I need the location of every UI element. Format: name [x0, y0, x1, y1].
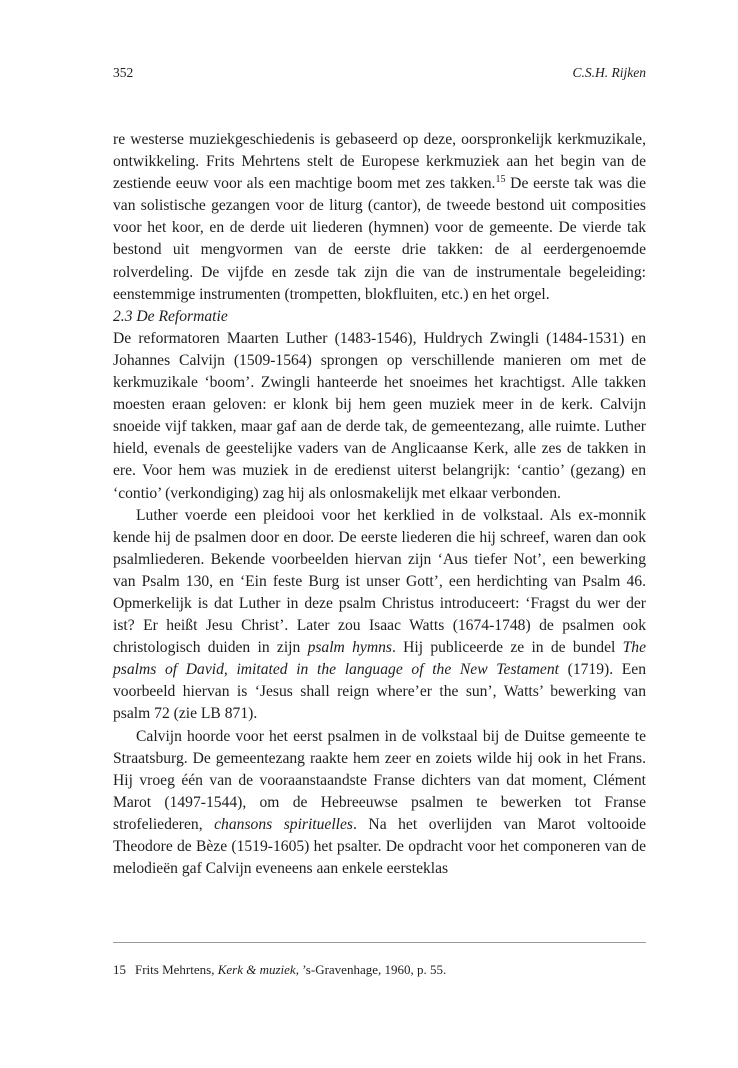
page-number: 352	[113, 65, 134, 80]
paragraph-1-text-a: re westerse muziekgeschiedenis is gebaseerd op deze, oorspronkelijk kerkmuzikale, ontwikkeling. Frits Mehrtens stelt de Europese kerkmuziek aan het begin van de zestiende eeuw voor als een machtige boom met zes takken.	[113, 131, 646, 193]
running-head-author: C.S.H. Rijken	[572, 65, 646, 80]
paragraph-3-text-a: Luther voerde een pleidooi voor het kerklied in de volkstaal. Als ex-monnik kende hij de psalmen door en door. De eerste liederen die hij schreef, waren dan ook psalmliederen. Bekende voorbeelden hiervan zijn ‘Aus tiefer Not’, een bewerking van Psalm 130, en ‘Ein feste Burg ist unser Gott’, een herdichting van Psalm 46. Opmerkelijk is dat Luther in deze psalm Christus introduceert: ‘Fragst du wer der ist? Er heißt Jesu Christ’. Later zou Isaac Watts (1674-1748) de psalmen ook christologisch duiden in zijn	[113, 506, 646, 657]
paragraph-3	[113, 505, 646, 726]
footnote	[113, 961, 646, 979]
paragraph-3-text-c: (1719). Een voorbeeld hiervan is ‘Jesus shall reign where’er the sun’, Watts’ bewerking van psalm 72 (zie LB 871).	[113, 661, 647, 723]
paragraph-3-emphasis-1: psalm hymns	[307, 639, 392, 657]
paragraph-4	[113, 726, 646, 881]
footnote-title: Kerk & muziek	[217, 962, 296, 977]
footnote-number: 15	[113, 962, 126, 977]
section-heading: 2.3 De Reformatie	[113, 307, 228, 325]
paragraph-1	[113, 129, 646, 306]
paragraph-1-text-b: De eerste tak was die van solistische gezangen voor de liturg (cantor), de tweede bestond uit composities voor het koor, en de derde uit liederen (hymnen) voor de gemeente. De vierde tak bestond uit mengvormen van de eerste drie takken: de al eerdergenoemde rolverdeling. De vijfde en zesde tak zijn die van de instrumentale begeleiding: eenstemmige instrumenten (trompetten, blokfluiten, etc.) en het orgel.	[113, 175, 646, 303]
paragraph-3-text-b: . Hij publiceerde ze in de bundel	[391, 639, 623, 657]
footnote-text-b: , ’s-Gravenhage, 1960, p. 55.	[295, 962, 447, 977]
footnote-text-a: Frits Mehrtens,	[135, 962, 218, 977]
footnote-reference[interactable]: 15	[495, 174, 506, 186]
body-text	[113, 129, 646, 880]
footnote-divider	[113, 942, 646, 943]
paragraph-3-emphasis-2: The psalms of David, imitated in the language of the New Testament	[113, 639, 646, 679]
paragraph-4-text-a: Calvijn hoorde voor het eerst psalmen in de volkstaal bij de Duitse gemeente te Straatsburg. De gemeentezang raakte hem zeer en zoiets wilde hij ook in het Frans. Hij vroeg één van de vooraanstaandste Franse dichters van dat moment, Clément Marot (1497-1544), om de Hebreeuwse psalmen te bewerken tot Franse strofeliederen,	[113, 727, 646, 833]
paragraph-2: De reformatoren Maarten Luther (1483-1546), Huldrych Zwingli (1484-1531) en Johannes Calvijn (1509-1564) sprongen op verschillende manieren om met de kerkmuzikale ‘boom’. Zwingli hanteerde het snoeimes het krachtigst. Alle takken moesten eraan geloven: er klonk bij hem geen muziek meer in de kerk. Calvijn snoeide vijf takken, maar gaf aan de derde tak, de gemeentezang, alle ruimte. Luther hield, evenals de geestelijke vaders van de Anglicaanse Kerk, alle zes de takken in ere. Voor hem was muziek in de eredienst uiterst belangrijk: ‘cantio’ (gezang) en ‘contio’ (verkondiging) zag hij als onlosmakelijk met elkaar verbonden.	[113, 329, 646, 502]
paragraph-4-emphasis: chansons spirituelles	[214, 815, 354, 833]
paragraph-4-text-b: . Na het overlijden van Marot voltooide Theodore de Bèze (1519-1605) het psalter. De opdracht voor het componeren van de melodieën gaf Calvijn eveneens aan enkele eersteklas	[113, 815, 646, 878]
